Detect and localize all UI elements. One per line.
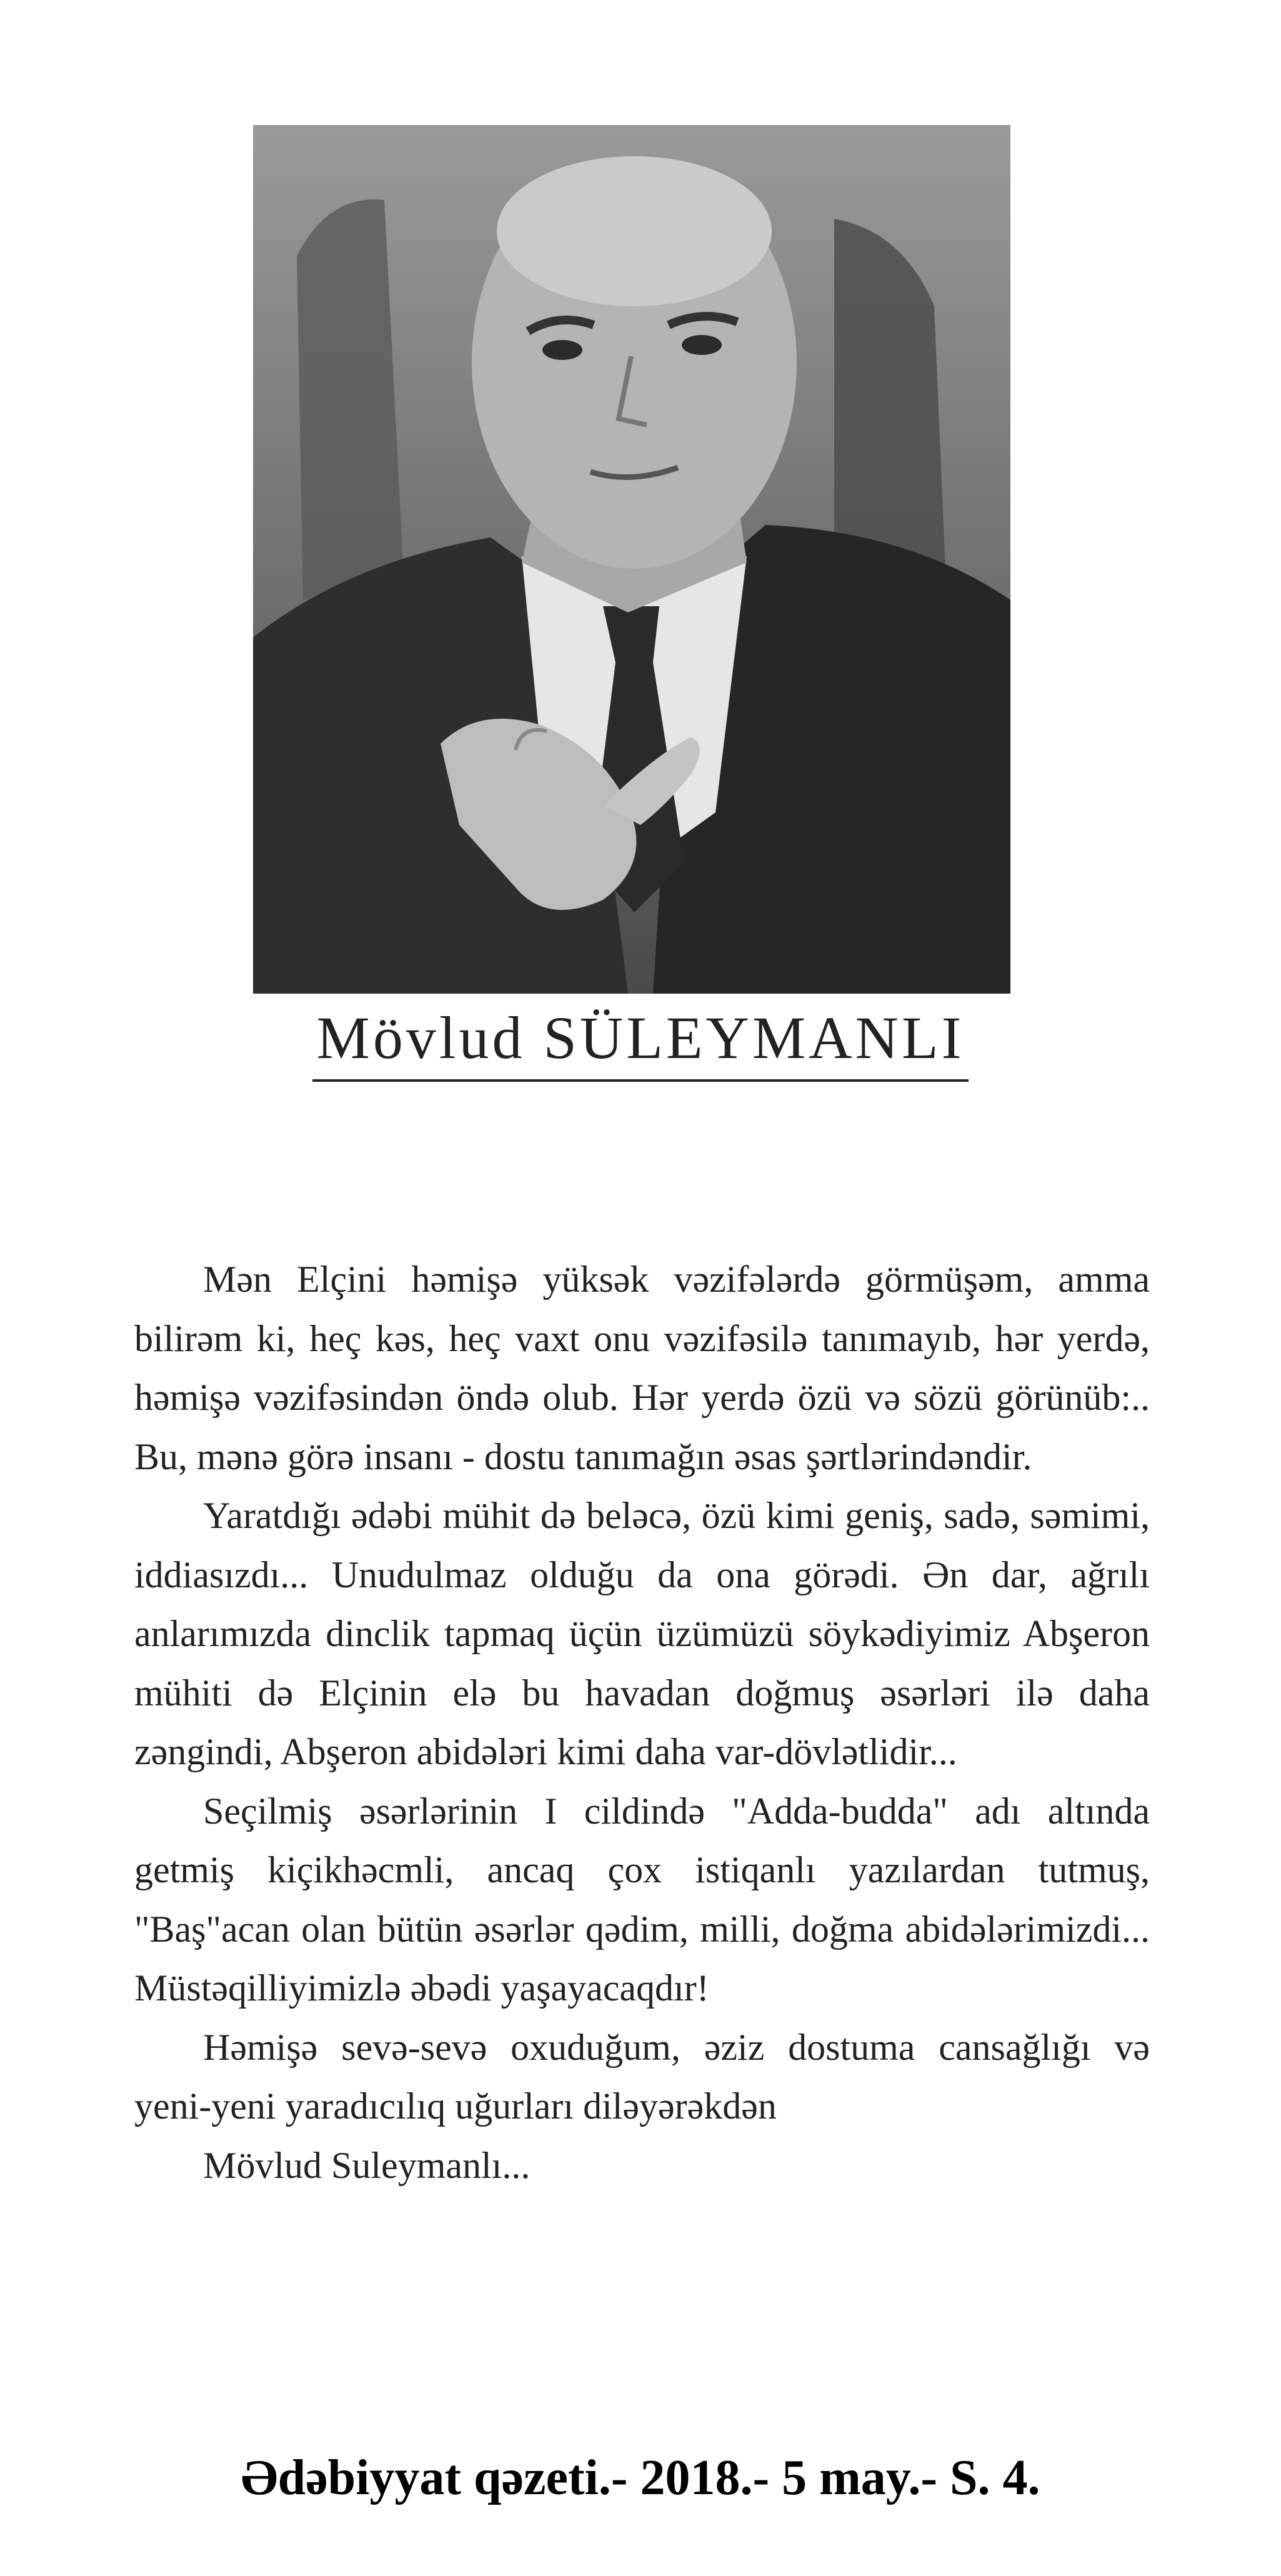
portrait-silhouette <box>253 125 1010 994</box>
author-name-heading: Mövlud SÜLEYMANLI <box>316 1004 965 1071</box>
article-paragraph: Həmişə sevə-sevə oxuduğum, əziz dostuma cansağlığı və yeni-yeni yaradıcılıq uğurları diləyərəkdən <box>134 2026 1150 2127</box>
article-body <box>134 1250 1150 2195</box>
article-paragraph: Mən Elçini həmişə yüksək vəzifələrdə görmüşəm, amma bilirəm ki, heç kəs, heç vaxt onu vəzifəsilə tanımayıb, hər yerdə, həmişə vəzifəsindən öndə olub. Hər yerdə özü və sözü görünüb:.. Bu, mənə görə insanı - dostu tanımağın əsas şərtlərindəndir. <box>134 1259 1150 1477</box>
heading-underline <box>312 1079 969 1082</box>
author-portrait-photo <box>253 125 1010 994</box>
article-signature: Mövlud Suleymanlı... <box>203 2144 531 2186</box>
article-paragraph: Yaratdığı ədəbi mühit də beləcə, özü kimi geniş, sadə, səmimi, iddiasızdı... Unudulmaz olduğu da ona görədi. Ən dar, ağrılı anlarımızda dinclik tapmaq üçün üzümüzü söykədiyimiz Abşeron mühiti də Elçinin elə bu havadan doğmuş əsərləri ilə daha zəngindi, Abşeron abidələri kimi daha var-dövlətlidir... <box>134 1495 1150 1772</box>
article-paragraph: Seçilmiş əsərlərinin I cildində "Adda-budda" adı altında getmiş kiçikhəcmli, ancaq çox istiqanlı yazılardan tutmuş, "Baş"acan olan bütün əsərlər qədim, milli, doğma abidələrimizdi... Müstəqilliyimizlə əbədi yaşayacaqdır! <box>134 1790 1150 2009</box>
source-citation: Ədəbiyyat qəzeti.- 2018.- 5 may.- S. 4. <box>241 2450 1040 2505</box>
